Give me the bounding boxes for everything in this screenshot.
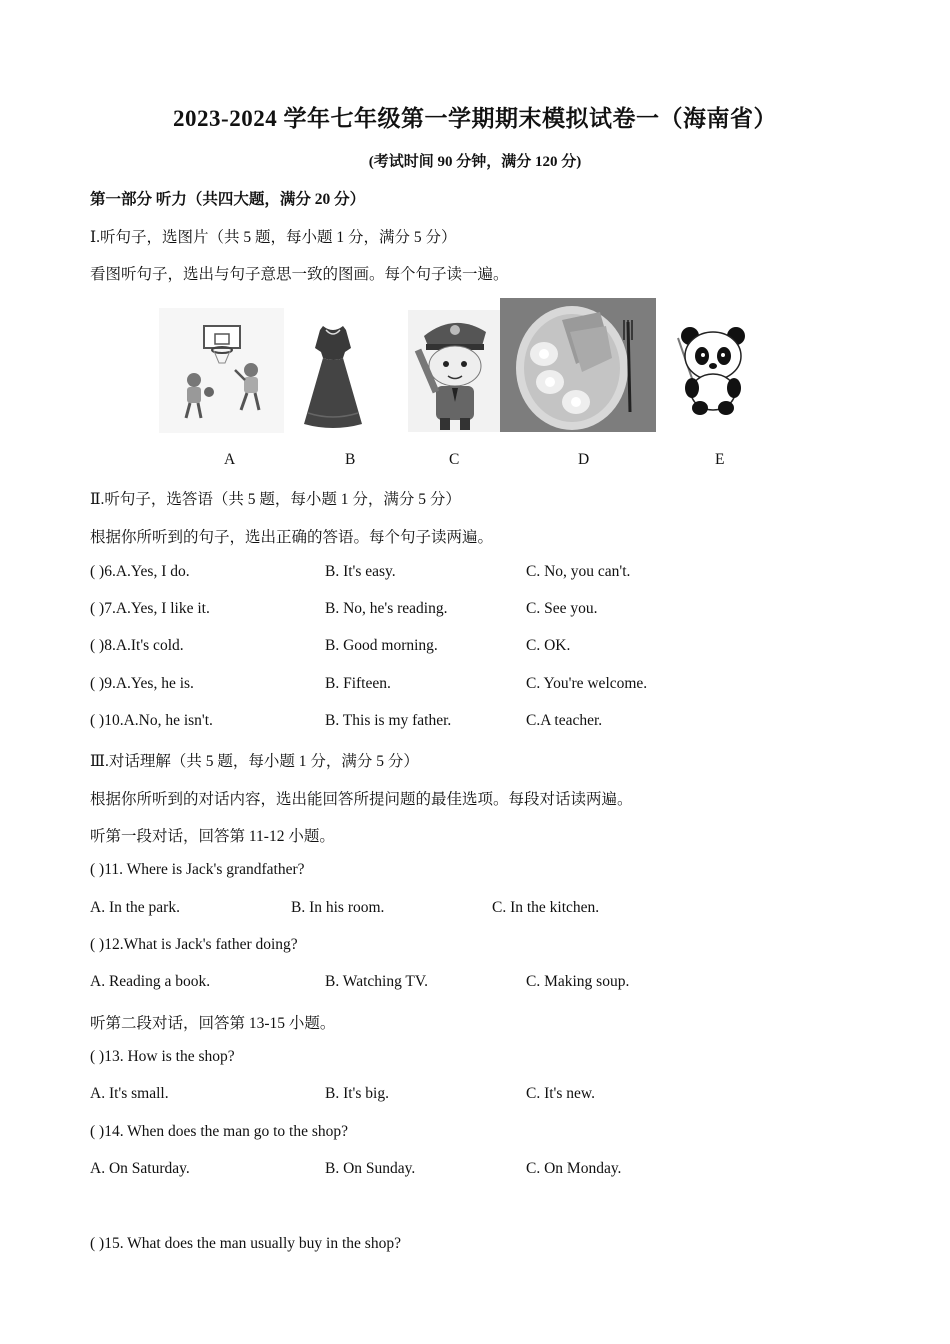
section1-heading: Ⅰ.听句子，选图片（共 5 题，每小题 1 分，满分 5 分） <box>90 229 457 246</box>
section3-instruction: 根据你所听到的对话内容，选出能回答所提问题的最佳选项。每段对话读两遍。 <box>90 791 633 808</box>
question-6: ( )6.A.Yes, I do. <box>90 563 190 580</box>
police-boy-picture <box>408 310 500 432</box>
dialog-2-intro: 听第二段对话，回答第 13-15 小题。 <box>90 1015 336 1032</box>
picture-label-a: A <box>224 451 236 468</box>
question-15: ( )15. What does the man usually buy in the shop? <box>90 1235 401 1252</box>
question-9-option-b: B. Fifteen. <box>325 675 391 692</box>
picture-label-e: E <box>715 451 725 468</box>
section1-instruction: 看图听句子，选出与句子意思一致的图画。每个句子读一遍。 <box>90 266 509 283</box>
breakfast-plate-picture <box>500 298 656 432</box>
question-9: ( )9.A.Yes, he is. <box>90 675 194 692</box>
question-6-option-c: C. No, you can't. <box>526 563 631 580</box>
picture-label-d: D <box>578 451 590 468</box>
question-7-option-b: B. No, he's reading. <box>325 600 448 617</box>
question-12-option-b: B. Watching TV. <box>325 973 428 990</box>
question-11-option-b: B. In his room. <box>291 899 385 916</box>
dialog-1-intro: 听第一段对话，回答第 11-12 小题。 <box>90 828 335 845</box>
question-6-option-b: B. It's easy. <box>325 563 396 580</box>
question-12-option-c: C. Making soup. <box>526 973 630 990</box>
question-13-option-c: C. It's new. <box>526 1085 595 1102</box>
question-8-option-b: B. Good morning. <box>325 637 438 654</box>
question-12: ( )12.What is Jack's father doing? <box>90 936 298 953</box>
question-10: ( )10.A.No, he isn't. <box>90 712 213 729</box>
question-7: ( )7.A.Yes, I like it. <box>90 600 210 617</box>
question-14: ( )14. When does the man go to the shop? <box>90 1123 348 1140</box>
dress-picture <box>288 318 378 433</box>
part1-heading: 第一部分 听力（共四大题，满分 20 分） <box>90 191 366 208</box>
page-title: 2023-2024 学年七年级第一学期期末模拟试卷一（海南省） <box>173 106 777 131</box>
question-8: ( )8.A.It's cold. <box>90 637 184 654</box>
question-14-option-a: A. On Saturday. <box>90 1160 190 1177</box>
exam-info: (考试时间 90 分钟，满分 120 分) <box>368 154 582 170</box>
basketball-kids-picture <box>159 308 284 433</box>
question-7-option-c: C. See you. <box>526 600 598 617</box>
question-9-option-c: C. You're welcome. <box>526 675 648 692</box>
question-13: ( )13. How is the shop? <box>90 1048 235 1065</box>
question-14-option-b: B. On Sunday. <box>325 1160 416 1177</box>
question-11-option-c: C. In the kitchen. <box>492 899 600 916</box>
question-12-option-a: A. Reading a book. <box>90 973 211 990</box>
section3-heading: Ⅲ.对话理解（共 5 题，每小题 1 分，满分 5 分） <box>90 753 419 770</box>
question-10-option-c: C.A teacher. <box>526 712 603 729</box>
question-11-option-a: A. In the park. <box>90 899 180 916</box>
question-8-option-c: C. OK. <box>526 637 571 654</box>
question-11: ( )11. Where is Jack's grandfather? <box>90 861 305 878</box>
question-13-option-a: A. It's small. <box>90 1085 169 1102</box>
panda-picture <box>668 320 758 420</box>
picture-label-b: B <box>345 451 356 468</box>
section2-instruction: 根据你所听到的句子，选出正确的答语。每个句子读两遍。 <box>90 529 494 546</box>
picture-label-c: C <box>449 451 460 468</box>
question-14-option-c: C. On Monday. <box>526 1160 622 1177</box>
question-10-option-b: B. This is my father. <box>325 712 452 729</box>
question-13-option-b: B. It's big. <box>325 1085 389 1102</box>
section2-heading: Ⅱ.听句子，选答语（共 5 题，每小题 1 分，满分 5 分） <box>90 491 461 508</box>
